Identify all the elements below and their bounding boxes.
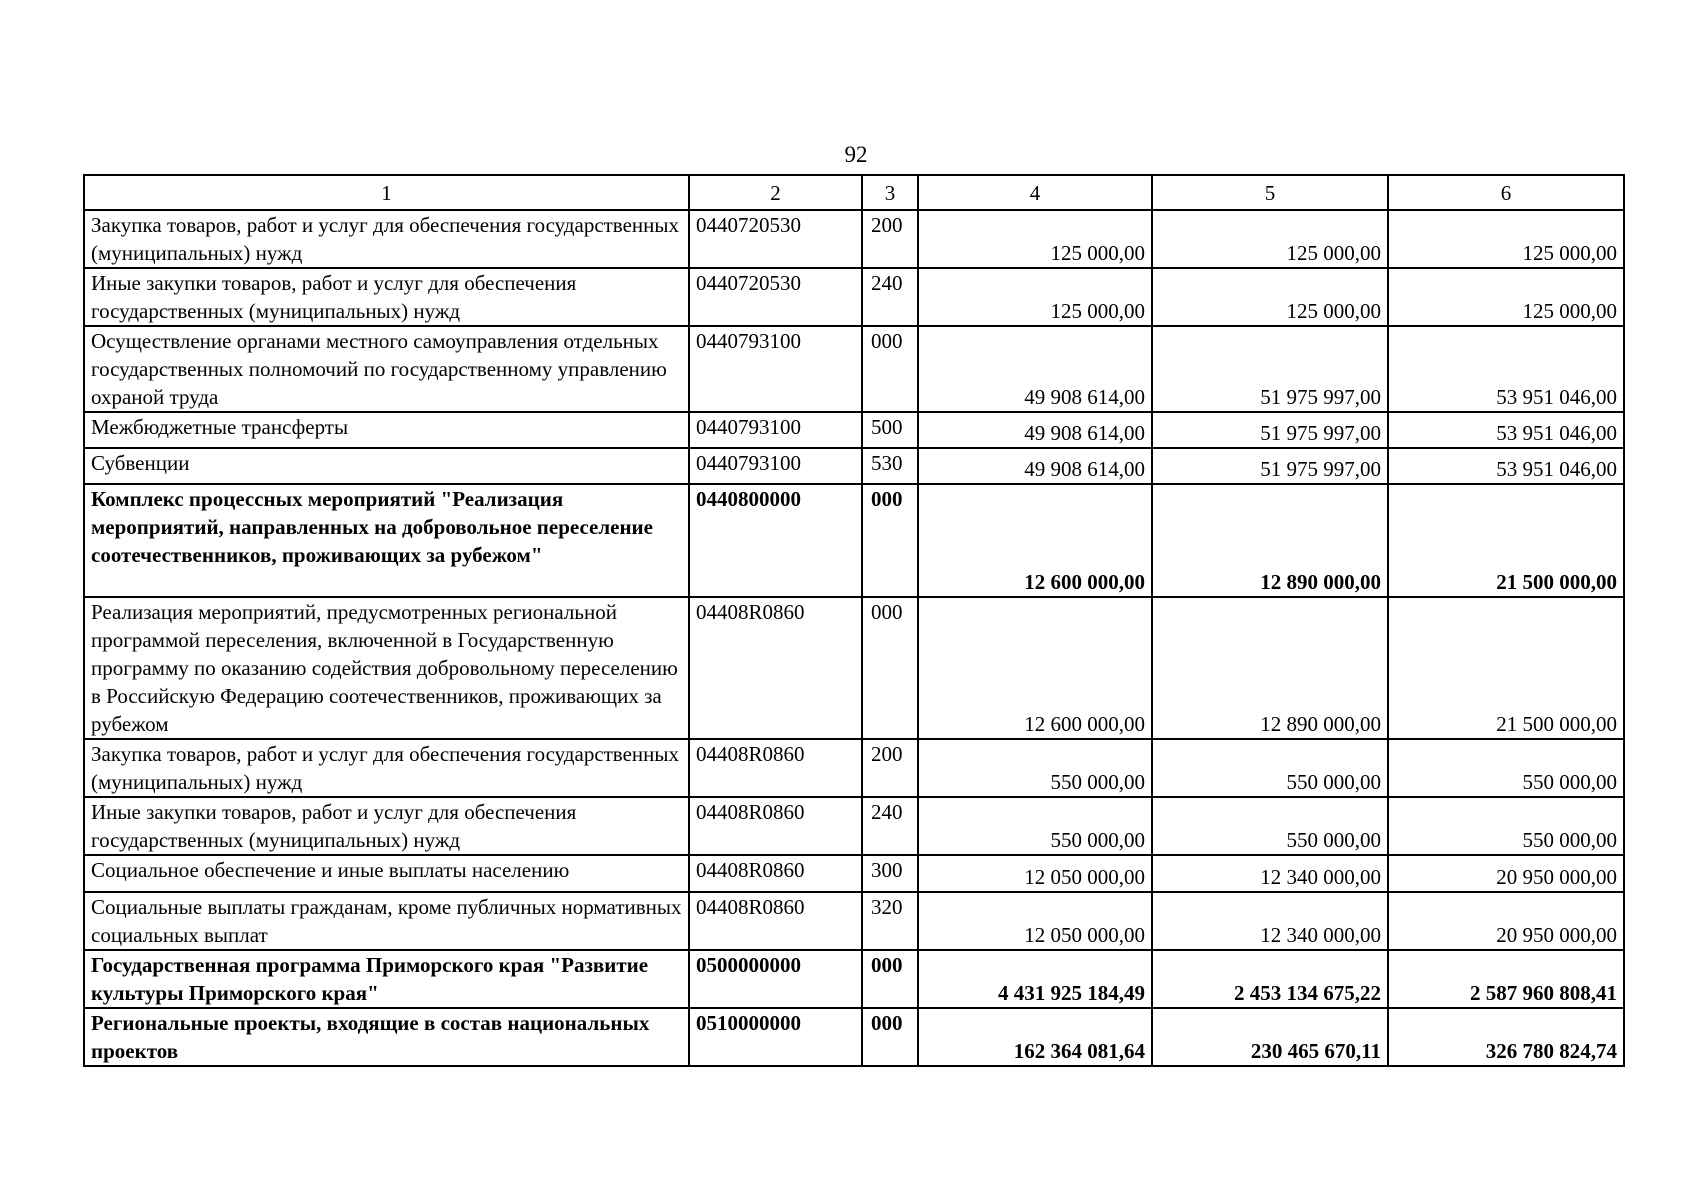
target-article-code: 0440720530 <box>689 210 862 268</box>
column-header: 5 <box>1152 175 1388 210</box>
row-name: Социальные выплаты гражданам, кроме публичных нормативных социальных выплат <box>84 892 689 950</box>
table-row <box>84 1008 1624 1066</box>
column-header: 1 <box>84 175 689 210</box>
expense-type-code: 000 <box>862 326 918 412</box>
amount-col-6: 21 500 000,00 <box>1388 484 1624 597</box>
target-article-code: 0500000000 <box>689 950 862 1008</box>
expense-type-code: 000 <box>862 950 918 1008</box>
amount-col-6: 550 000,00 <box>1388 797 1624 855</box>
expense-type-code: 000 <box>862 484 918 597</box>
expense-type-code: 320 <box>862 892 918 950</box>
table-row <box>84 210 1624 268</box>
amount-col-5: 51 975 997,00 <box>1152 448 1388 484</box>
expense-type-code: 300 <box>862 855 918 892</box>
target-article-code: 04408R0860 <box>689 797 862 855</box>
column-header: 3 <box>862 175 918 210</box>
table-row <box>84 797 1624 855</box>
target-article-code: 0440720530 <box>689 268 862 326</box>
target-article-code: 0440800000 <box>689 484 862 597</box>
budget-table <box>83 174 1625 1067</box>
amount-col-6: 53 951 046,00 <box>1388 448 1624 484</box>
column-header: 2 <box>689 175 862 210</box>
row-name: Субвенции <box>84 448 689 484</box>
amount-col-5: 12 340 000,00 <box>1152 855 1388 892</box>
amount-col-6: 20 950 000,00 <box>1388 855 1624 892</box>
expense-type-code: 000 <box>862 597 918 739</box>
amount-col-4: 550 000,00 <box>918 739 1152 797</box>
row-name: Закупка товаров, работ и услуг для обеспечения государственных (муниципальных) нужд <box>84 739 689 797</box>
amount-col-5: 51 975 997,00 <box>1152 412 1388 448</box>
amount-col-4: 4 431 925 184,49 <box>918 950 1152 1008</box>
amount-col-6: 550 000,00 <box>1388 739 1624 797</box>
page-number: 92 <box>844 142 868 167</box>
amount-col-6: 326 780 824,74 <box>1388 1008 1624 1066</box>
row-name: Осуществление органами местного самоуправления отдельных государственных полномочий по государственному управлению охраной труда <box>84 326 689 412</box>
amount-col-4: 12 600 000,00 <box>918 597 1152 739</box>
expense-type-code: 240 <box>862 797 918 855</box>
amount-col-6: 53 951 046,00 <box>1388 326 1624 412</box>
row-name: Межбюджетные трансферты <box>84 412 689 448</box>
table-row <box>84 950 1624 1008</box>
row-name: Социальное обеспечение и иные выплаты населению <box>84 855 689 892</box>
amount-col-5: 230 465 670,11 <box>1152 1008 1388 1066</box>
amount-col-4: 12 050 000,00 <box>918 855 1152 892</box>
amount-col-6: 20 950 000,00 <box>1388 892 1624 950</box>
target-article-code: 0440793100 <box>689 448 862 484</box>
target-article-code: 0440793100 <box>689 412 862 448</box>
amount-col-5: 2 453 134 675,22 <box>1152 950 1388 1008</box>
table-row <box>84 268 1624 326</box>
expense-type-code: 000 <box>862 1008 918 1066</box>
row-name: Иные закупки товаров, работ и услуг для обеспечения государственных (муниципальных) нужд <box>84 268 689 326</box>
target-article-code: 0440793100 <box>689 326 862 412</box>
amount-col-6: 125 000,00 <box>1388 268 1624 326</box>
column-header: 4 <box>918 175 1152 210</box>
table-row <box>84 326 1624 412</box>
table-row <box>84 597 1624 739</box>
row-name: Реализация мероприятий, предусмотренных региональной программой переселения, включенной в Государственную программу по оказанию содействия добровольному переселению в Российскую Федерацию соотечественников, проживающих за рубежом <box>84 597 689 739</box>
target-article-code: 0510000000 <box>689 1008 862 1066</box>
table-row <box>84 448 1624 484</box>
row-name: Закупка товаров, работ и услуг для обеспечения государственных (муниципальных) нужд <box>84 210 689 268</box>
row-name: Комплекс процессных мероприятий "Реализация мероприятий, направленных на добровольное переселение соотечественников, проживающих за рубежом" <box>84 484 689 597</box>
amount-col-4: 49 908 614,00 <box>918 412 1152 448</box>
amount-col-5: 12 890 000,00 <box>1152 597 1388 739</box>
amount-col-4: 125 000,00 <box>918 210 1152 268</box>
table-row <box>84 892 1624 950</box>
amount-col-4: 125 000,00 <box>918 268 1152 326</box>
amount-col-5: 12 340 000,00 <box>1152 892 1388 950</box>
table-row <box>84 739 1624 797</box>
amount-col-6: 125 000,00 <box>1388 210 1624 268</box>
expense-type-code: 500 <box>862 412 918 448</box>
amount-col-5: 550 000,00 <box>1152 797 1388 855</box>
expense-type-code: 200 <box>862 739 918 797</box>
amount-col-6: 53 951 046,00 <box>1388 412 1624 448</box>
amount-col-4: 12 050 000,00 <box>918 892 1152 950</box>
amount-col-4: 49 908 614,00 <box>918 326 1152 412</box>
column-header: 6 <box>1388 175 1624 210</box>
expense-type-code: 200 <box>862 210 918 268</box>
amount-col-4: 49 908 614,00 <box>918 448 1152 484</box>
expense-type-code: 530 <box>862 448 918 484</box>
amount-col-5: 550 000,00 <box>1152 739 1388 797</box>
amount-col-5: 125 000,00 <box>1152 268 1388 326</box>
row-name: Региональные проекты, входящие в состав национальных проектов <box>84 1008 689 1066</box>
amount-col-5: 125 000,00 <box>1152 210 1388 268</box>
row-name: Государственная программа Приморского края "Развитие культуры Приморского края" <box>84 950 689 1008</box>
table-row <box>84 484 1624 597</box>
column-number-row <box>84 175 1624 210</box>
table-row <box>84 412 1624 448</box>
target-article-code: 04408R0860 <box>689 892 862 950</box>
amount-col-6: 2 587 960 808,41 <box>1388 950 1624 1008</box>
amount-col-4: 12 600 000,00 <box>918 484 1152 597</box>
amount-col-5: 12 890 000,00 <box>1152 484 1388 597</box>
target-article-code: 04408R0860 <box>689 855 862 892</box>
target-article-code: 04408R0860 <box>689 597 862 739</box>
table-row <box>84 855 1624 892</box>
amount-col-4: 162 364 081,64 <box>918 1008 1152 1066</box>
amount-col-6: 21 500 000,00 <box>1388 597 1624 739</box>
amount-col-4: 550 000,00 <box>918 797 1152 855</box>
row-name: Иные закупки товаров, работ и услуг для обеспечения государственных (муниципальных) нужд <box>84 797 689 855</box>
amount-col-5: 51 975 997,00 <box>1152 326 1388 412</box>
expense-type-code: 240 <box>862 268 918 326</box>
target-article-code: 04408R0860 <box>689 739 862 797</box>
